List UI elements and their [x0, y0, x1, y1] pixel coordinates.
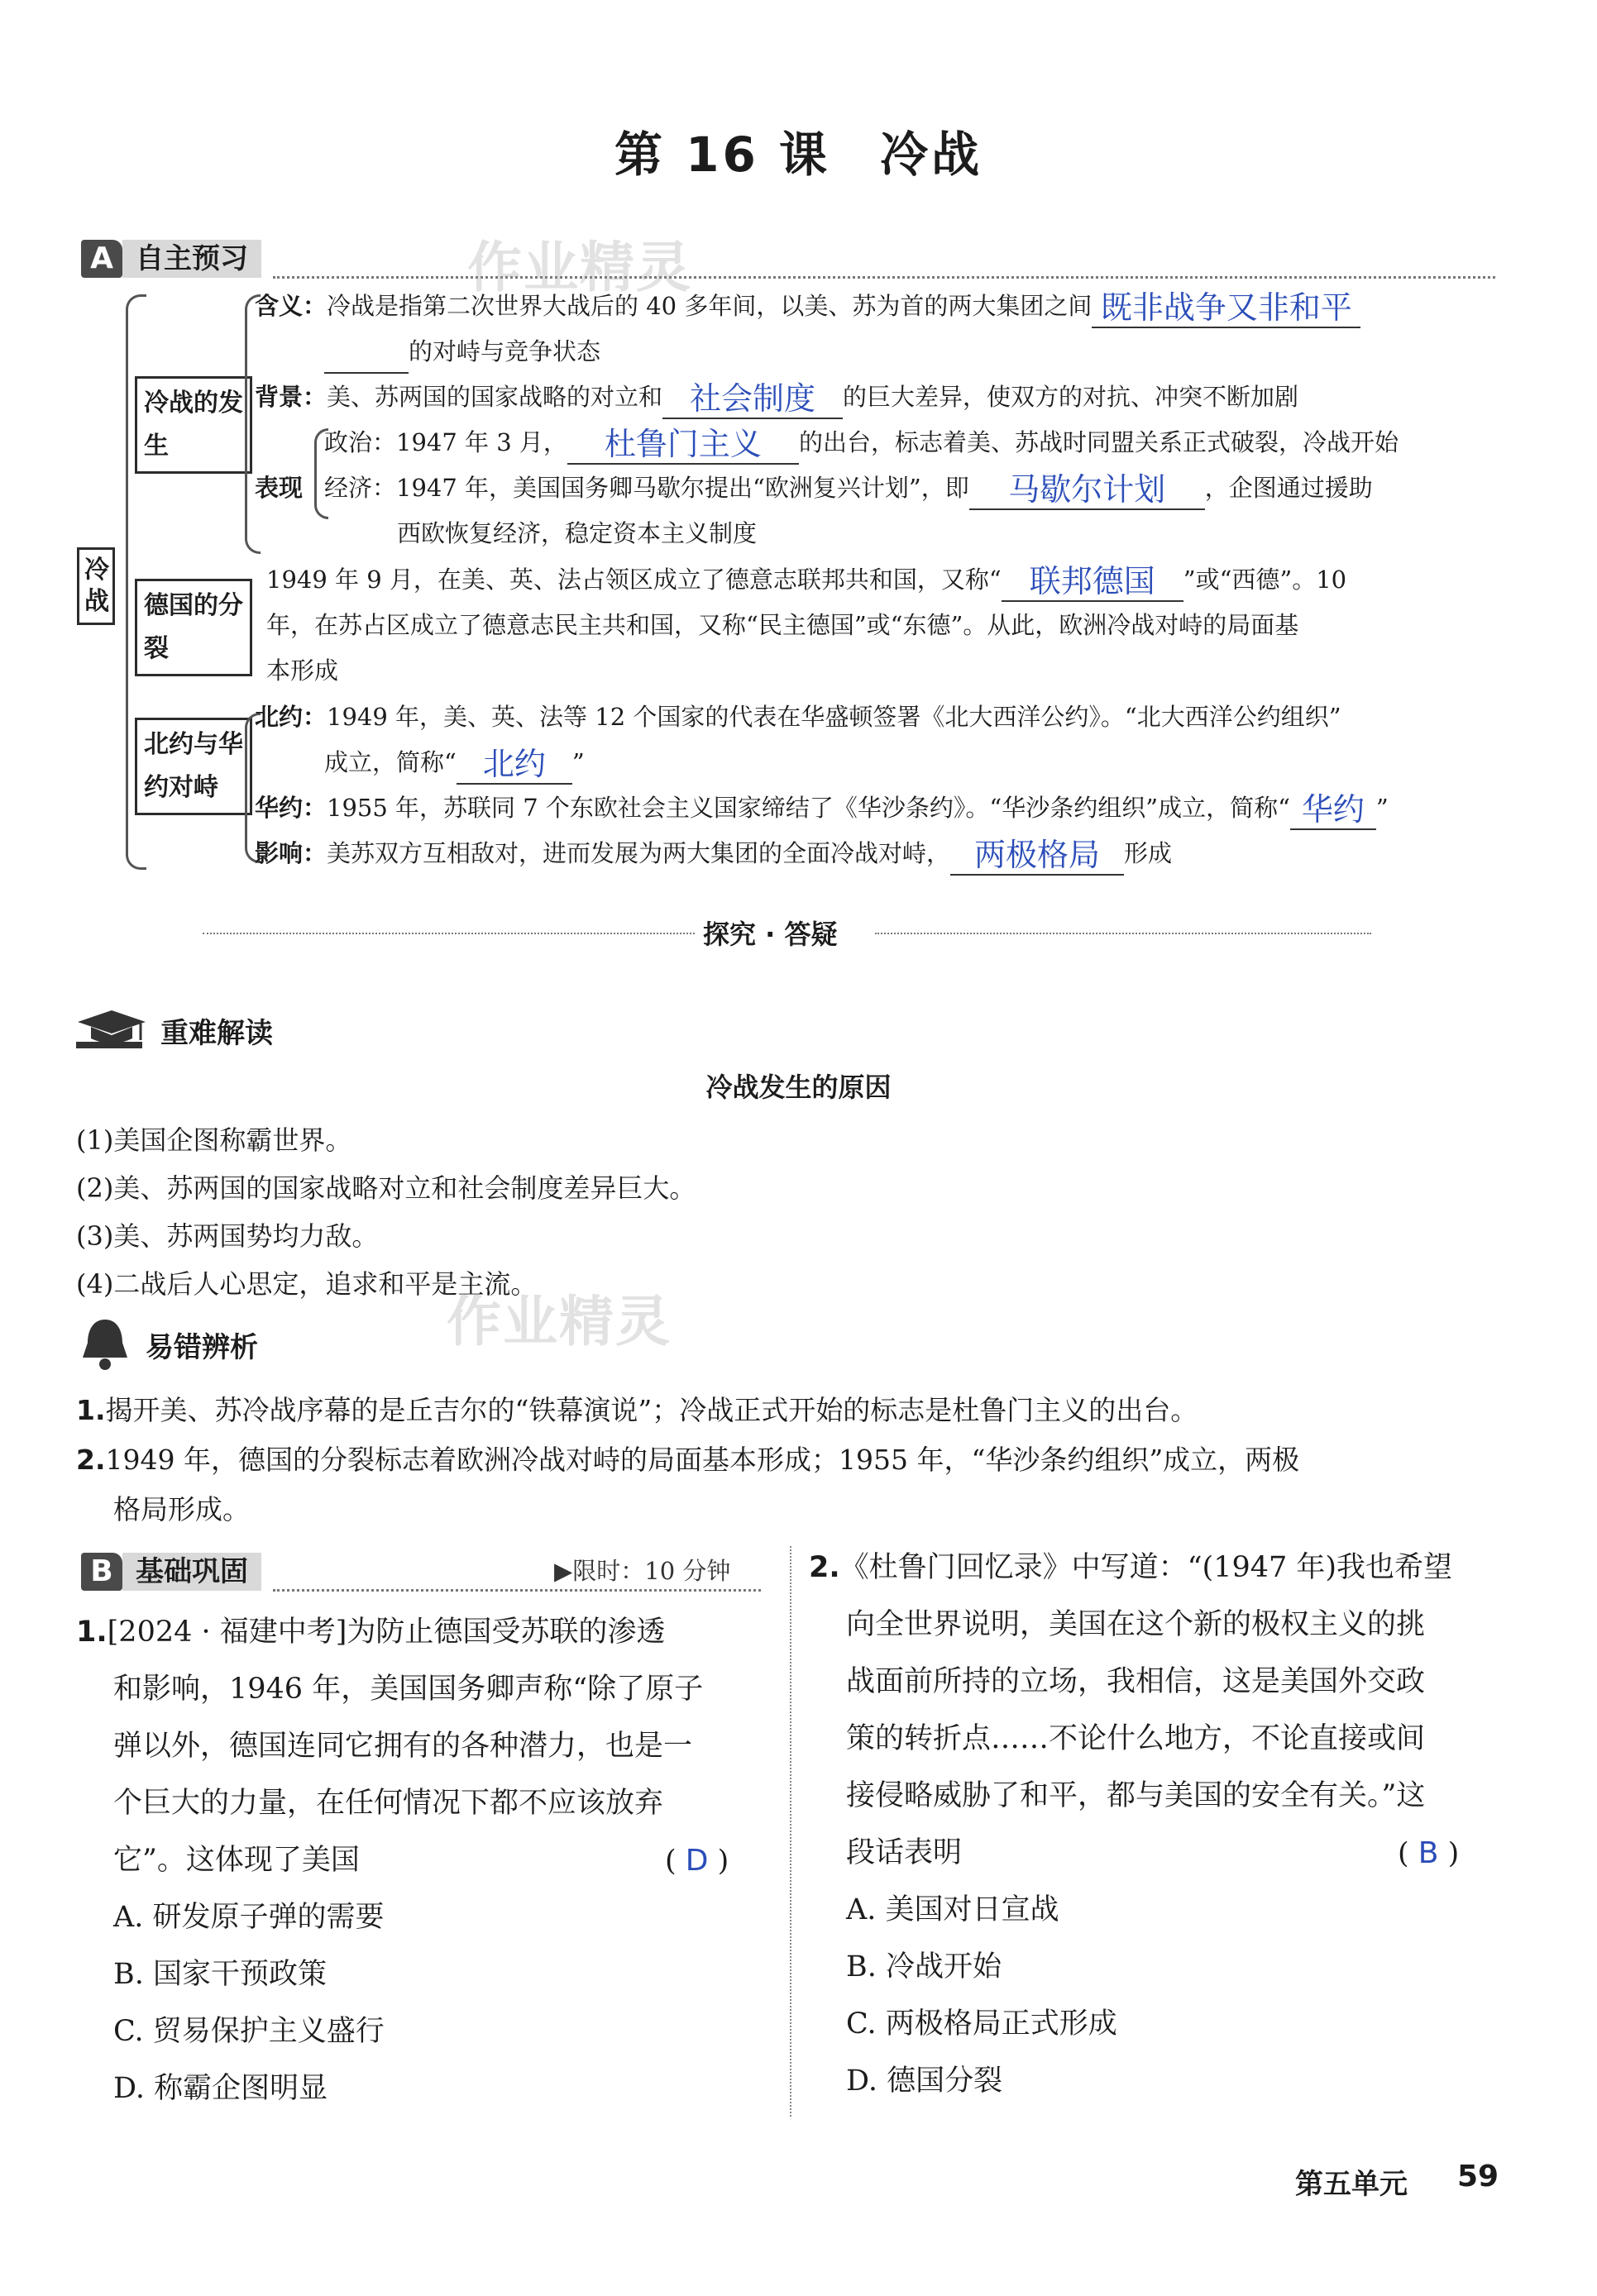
- answer-blank: 两极格局: [950, 836, 1124, 876]
- key-point-item: (1)美国企图称霸世界。: [76, 1124, 352, 1156]
- option[interactable]: A. 美国对日宣战: [846, 1893, 1059, 1926]
- answer-blank: 联邦德国: [1002, 562, 1183, 602]
- page-title: 第 16 课 冷战: [614, 126, 983, 183]
- answer-blank: 既非战争又非和平: [1092, 289, 1360, 328]
- group-label-nato-warsaw: 北约与华约对峙: [135, 718, 252, 815]
- answer-blank: 华约: [1290, 790, 1376, 830]
- section-b-divider: [273, 1589, 761, 1592]
- question-2: 2.《杜鲁门回忆录》中写道：“(1947 年)我也希望 向全世界说明，美国在这个新的极权主义的挑 战面前所持的立场，我相信，这是美国外交政 策的转折点……不论什么地方，不论直接或间 接侵略威胁了和平，都与美国的安全有关。”这 段话表明 ( B ) A. 美国对日宣战 B. 冷战开始 C. 两极格局正式形成 D. 德国分裂: [809, 1539, 1452, 2110]
- key-point-item: (3)美、苏两国势均力敌。: [76, 1220, 379, 1252]
- option[interactable]: B. 国家干预政策: [113, 1958, 327, 1991]
- key-point-item: (4)二战后人心思定，追求和平是主流。: [76, 1268, 538, 1300]
- error-item-1: 1.揭开美、苏冷战序幕的是丘吉尔的“铁幕演说”；冷战正式开始的标志是杜鲁门主义的出台。: [76, 1394, 1198, 1426]
- column-divider: [790, 1546, 791, 2117]
- option[interactable]: A. 研发原子弹的需要: [113, 1901, 385, 1934]
- watermark: 作业精灵: [467, 236, 692, 299]
- graduation-cap-icon: [76, 1009, 147, 1050]
- key-points-title: 重难解读: [160, 1017, 273, 1050]
- key-point-item: (2)美、苏两国的国家战略对立和社会制度差异巨大。: [76, 1172, 696, 1204]
- watermark: 作业精灵: [447, 1290, 672, 1353]
- germany-line-3: 本形成: [266, 656, 339, 685]
- row-economic: 经济：1947 年，美国国务卿马歇尔提出“欧洲复兴计划”，即 马歇尔计划 ，企图通过援助: [324, 465, 1373, 510]
- group-label-cold-war-origin: 冷战的发生: [135, 376, 252, 474]
- answer-blank: 杜鲁门主义: [567, 425, 799, 465]
- group-label-germany-split: 德国的分裂: [135, 579, 252, 676]
- row-meaning-cont: 的对峙与竞争状态: [324, 329, 600, 374]
- key-points-subtitle: 冷战发生的原因: [705, 1072, 892, 1103]
- error-item-2-cont: 格局形成。: [113, 1493, 250, 1525]
- option[interactable]: D. 德国分裂: [846, 2064, 1003, 2098]
- row-political: 政治：1947 年 3 月， 杜鲁门主义 的出台，标志着美、苏战时同盟关系正式破裂，冷战开始: [324, 420, 1399, 465]
- row-meaning: 含义：冷战是指第二次世界大战后的 40 多年间，以美、苏为首的两大集团之间 既非战争又非和平: [255, 284, 1360, 328]
- explore-header: 探究 · 答疑: [703, 919, 838, 950]
- row-manifestation-key: 表现: [255, 474, 304, 502]
- section-b-badge: B: [81, 1553, 122, 1591]
- answer-q1: D: [685, 1844, 709, 1878]
- option[interactable]: C. 贸易保护主义盛行: [113, 2015, 385, 2048]
- footer-unit: 第五单元: [1295, 2168, 1408, 2201]
- row-impact: 影响：美苏双方互相敌对，进而发展为两大集团的全面冷战对峙， 两极格局 形成: [255, 831, 1172, 876]
- option[interactable]: C. 两极格局正式形成: [846, 2007, 1117, 2041]
- section-b-title: 基础巩固: [122, 1553, 261, 1591]
- bell-icon: [76, 1316, 134, 1371]
- section-a-badge: A: [81, 240, 122, 278]
- answer-blank: 社会制度: [662, 379, 843, 419]
- answer-blank: 马歇尔计划: [969, 470, 1205, 510]
- section-a-title: 自主预习: [122, 240, 261, 278]
- error-analysis-title: 易错辨析: [146, 1331, 258, 1364]
- row-background: 背景：美、苏两国的国家战略的对立和 社会制度 的巨大差异，使双方的对抗、冲突不断加剧: [255, 375, 1298, 419]
- option[interactable]: B. 冷战开始: [846, 1950, 1002, 1983]
- question-1: 1.[2024 · 福建中考]为防止德国受苏联的渗透 和影响，1946 年，美国国务卿声称“除了原子 弹以外，德国连同它拥有的各种潜力，也是一 个巨大的力量，在任何情况下都不应该放弃 它”。这体现了美国 ( D ) A. 研发原子弹的需要 B. 国家干预政策 C. 贸易保护主义盛行 D. 称霸企图明显: [76, 1604, 703, 2117]
- explore-divider-right: [875, 933, 1371, 934]
- section-a-divider: [273, 276, 1495, 279]
- explore-divider-left: [203, 933, 695, 934]
- row-economic-cont: 西欧恢复经济，稳定资本主义制度: [397, 519, 758, 547]
- row-warsaw: 华约：1955 年，苏联同 7 个东欧社会主义国家缔结了《华沙条约》。“华沙条约组织”成立，简称“ 华约 ”: [255, 785, 1389, 830]
- row-nato: 北约：1949 年，美、英、法等 12 个国家的代表在华盛顿签署《北大西洋公约》。“北大西洋公约组织”: [255, 703, 1341, 731]
- option[interactable]: D. 称霸企图明显: [113, 2072, 328, 2105]
- germany-line-2: 年，在苏占区成立了德意志民主共和国，又称“民主德国”或“东德”。从此，欧洲冷战对峙的局面基: [266, 611, 1299, 639]
- answer-blank: 北约: [457, 745, 572, 785]
- germany-line-1: 1949 年 9 月，在美、英、法占领区成立了德意志联邦共和国，又称“ 联邦德国 ”或“西德”。10: [266, 557, 1346, 602]
- error-item-2: 2.1949 年，德国的分裂标志着欧洲冷战对峙的局面基本形成；1955 年，“华沙条约组织”成立，两极: [76, 1444, 1300, 1476]
- time-limit: ▶限时：10 分钟: [554, 1557, 731, 1585]
- answer-q2: B: [1418, 1836, 1439, 1870]
- blank-line: [324, 372, 409, 374]
- page-number: 59: [1457, 2160, 1499, 2193]
- group1-brace: [245, 294, 261, 554]
- root-label-box: 冷战: [77, 547, 115, 625]
- row-nato-cont: 成立，简称“ 北约 ”: [324, 740, 585, 785]
